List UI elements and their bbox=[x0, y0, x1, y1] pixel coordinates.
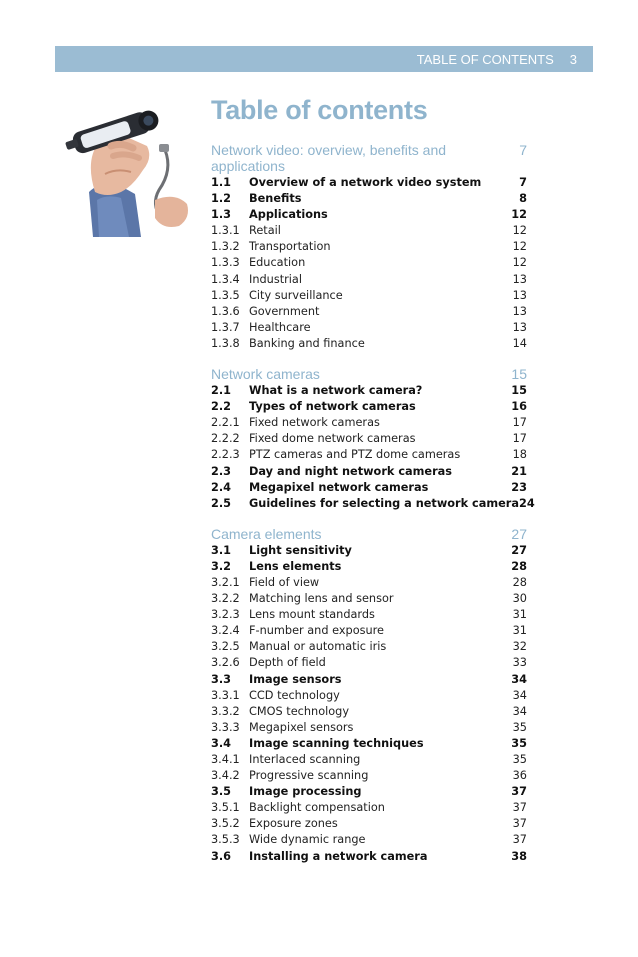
entry-page-number: 13 bbox=[512, 304, 527, 318]
entry-number: 2.2 bbox=[211, 400, 232, 414]
entry-label: Matching lens and sensor bbox=[249, 592, 394, 606]
entry-number: 1.3.8 bbox=[211, 336, 240, 350]
entry-label: Overview of a network video system bbox=[249, 176, 482, 189]
entry-page-number: 17 bbox=[512, 432, 527, 446]
page-title: Table of contents bbox=[211, 95, 428, 125]
entry-label: Healthcare bbox=[249, 320, 311, 334]
entry-page-number: 27 bbox=[511, 543, 527, 557]
entry-number: 2.1 bbox=[211, 384, 232, 398]
entry-label: Manual or automatic iris bbox=[249, 640, 387, 654]
entry-page-number: 28 bbox=[511, 559, 527, 573]
toc-entry[interactable] bbox=[211, 575, 527, 591]
camera-photo bbox=[55, 100, 193, 237]
entry-page-number: 37 bbox=[511, 785, 527, 799]
entry-label: Installing a network camera bbox=[249, 849, 428, 863]
entry-number: 1.3.5 bbox=[211, 288, 240, 302]
entry-page-number: 37 bbox=[512, 833, 527, 847]
entry-number: 3.3.1 bbox=[211, 688, 240, 702]
entry-page-number: 18 bbox=[512, 448, 527, 462]
toc-entry[interactable] bbox=[211, 543, 527, 559]
toc-entry[interactable] bbox=[211, 496, 535, 512]
entry-page-number: 12 bbox=[511, 208, 527, 222]
entry-page-number: 34 bbox=[511, 672, 527, 686]
entry-label: Banking and finance bbox=[249, 336, 365, 350]
entry-number: 3.3.3 bbox=[211, 720, 240, 734]
entry-number: 1.3.6 bbox=[211, 304, 240, 318]
entry-label: Lens mount standards bbox=[249, 608, 375, 622]
entry-page-number: 33 bbox=[512, 656, 527, 670]
toc-entry[interactable] bbox=[211, 191, 527, 207]
header-page-number: 3 bbox=[569, 51, 577, 67]
hand-holding-camera-illustration bbox=[55, 100, 193, 237]
entry-number: 3.5 bbox=[211, 785, 232, 799]
toc-entry[interactable] bbox=[211, 223, 527, 239]
toc-entry[interactable] bbox=[211, 304, 527, 320]
entry-page-number: 13 bbox=[512, 288, 527, 302]
toc-section bbox=[211, 526, 527, 865]
toc-entry[interactable] bbox=[211, 832, 527, 848]
toc-entry[interactable] bbox=[211, 447, 527, 463]
entry-number: 3.2.5 bbox=[211, 640, 240, 654]
entry-label: Education bbox=[249, 256, 306, 270]
entry-page-number: 12 bbox=[512, 224, 527, 238]
entry-number: 1.3 bbox=[211, 208, 232, 222]
entry-number: 3.2.1 bbox=[211, 575, 240, 589]
toc-entry[interactable] bbox=[211, 607, 527, 623]
entry-number: 1.3.2 bbox=[211, 240, 240, 254]
entry-page-number: 35 bbox=[512, 753, 527, 766]
entry-label: Depth of field bbox=[249, 656, 326, 670]
entry-number: 2.3 bbox=[211, 464, 232, 478]
toc-entry[interactable] bbox=[211, 239, 527, 255]
entry-page-number: 14 bbox=[512, 336, 527, 350]
toc-entry[interactable] bbox=[211, 320, 527, 336]
entry-page-number: 32 bbox=[512, 640, 527, 654]
entry-number: 1.2 bbox=[211, 192, 232, 206]
entry-number: 2.4 bbox=[211, 480, 232, 494]
entry-label: Progressive scanning bbox=[249, 769, 369, 783]
toc-entry[interactable] bbox=[211, 623, 527, 639]
entry-page-number: 36 bbox=[512, 769, 527, 783]
entry-page-number: 37 bbox=[512, 801, 527, 815]
entry-label: Government bbox=[249, 304, 320, 318]
entry-label: Image processing bbox=[249, 785, 362, 799]
toc-entry[interactable] bbox=[211, 672, 527, 688]
toc-entry[interactable] bbox=[211, 768, 527, 784]
toc-entry[interactable] bbox=[211, 207, 527, 223]
entry-label: PTZ cameras and PTZ dome cameras bbox=[249, 448, 461, 462]
entry-label: Transportation bbox=[249, 240, 331, 254]
entry-page-number: 13 bbox=[512, 272, 527, 286]
entry-label: Fixed dome network cameras bbox=[249, 432, 416, 446]
entry-number: 3.1 bbox=[211, 543, 232, 557]
entry-label: Day and night network cameras bbox=[249, 464, 453, 478]
entry-number: 1.3.7 bbox=[211, 320, 240, 334]
toc-entry[interactable] bbox=[211, 816, 527, 832]
toc-entry[interactable] bbox=[211, 655, 527, 671]
entry-number: 3.2.6 bbox=[211, 656, 240, 670]
toc-entry[interactable] bbox=[211, 464, 527, 480]
entry-page-number: 34 bbox=[512, 704, 527, 718]
entry-page-number: 15 bbox=[511, 384, 527, 398]
entry-label: Fixed network cameras bbox=[249, 416, 380, 430]
section-title-row[interactable] bbox=[211, 526, 527, 542]
entry-label: CMOS technology bbox=[249, 704, 350, 718]
entry-number: 3.4 bbox=[211, 736, 232, 750]
section-title: Camera elements bbox=[211, 525, 322, 542]
entry-page-number: 13 bbox=[512, 320, 527, 334]
entry-label: CCD technology bbox=[249, 688, 340, 702]
toc-entry[interactable] bbox=[211, 591, 527, 607]
toc-entry[interactable] bbox=[211, 736, 527, 752]
entry-label: Backlight compensation bbox=[249, 801, 385, 815]
section-title-row[interactable] bbox=[211, 366, 527, 382]
entry-page-number: 38 bbox=[511, 849, 527, 863]
toc-entry[interactable] bbox=[211, 800, 527, 816]
toc-entry[interactable] bbox=[211, 480, 527, 496]
section-title-row[interactable] bbox=[211, 142, 527, 174]
entry-page-number: 16 bbox=[511, 400, 527, 414]
entry-page-number: 30 bbox=[512, 592, 527, 606]
entry-number: 3.5.3 bbox=[211, 833, 240, 847]
entry-label: Wide dynamic range bbox=[249, 833, 366, 847]
entry-number: 2.5 bbox=[211, 496, 232, 510]
entry-label: Types of network cameras bbox=[249, 400, 416, 414]
entry-label: Image scanning techniques bbox=[249, 736, 424, 750]
entry-number: 3.5.2 bbox=[211, 817, 240, 831]
entry-number: 2.2.3 bbox=[211, 448, 240, 462]
toc-entry[interactable] bbox=[211, 415, 527, 431]
entry-page-number: 7 bbox=[519, 176, 527, 189]
header-title: TABLE OF CONTENTS bbox=[416, 51, 554, 67]
entry-number: 3.4.1 bbox=[211, 753, 240, 766]
entry-page-number: 35 bbox=[511, 736, 527, 750]
entry-label: F-number and exposure bbox=[249, 624, 385, 638]
entry-page-number: 24 bbox=[519, 496, 535, 510]
entry-label: Industrial bbox=[249, 272, 302, 286]
toc-entry[interactable] bbox=[211, 272, 527, 288]
toc-entry[interactable] bbox=[211, 431, 527, 447]
entry-page-number: 12 bbox=[512, 256, 527, 270]
toc-entry[interactable] bbox=[211, 288, 527, 304]
entry-number: 3.5.1 bbox=[211, 801, 240, 815]
entry-page-number: 21 bbox=[511, 464, 527, 478]
section-page-number: 7 bbox=[519, 142, 527, 158]
entry-label: What is a network camera? bbox=[249, 384, 423, 398]
entry-label: Light sensitivity bbox=[249, 543, 352, 557]
toc-sections bbox=[211, 142, 535, 865]
entry-number: 1.3.3 bbox=[211, 256, 240, 270]
entry-number: 3.2.4 bbox=[211, 624, 240, 638]
toc-entry[interactable] bbox=[211, 383, 527, 399]
entry-page-number: 37 bbox=[512, 817, 527, 831]
entry-label: Image sensors bbox=[249, 672, 342, 686]
section-page-number: 15 bbox=[511, 366, 527, 383]
entry-page-number: 23 bbox=[511, 480, 527, 494]
entry-page-number: 31 bbox=[512, 608, 527, 622]
toc-section bbox=[211, 142, 527, 352]
section-title: Network cameras bbox=[211, 366, 320, 383]
entry-number: 3.6 bbox=[211, 849, 232, 863]
toc-entry[interactable] bbox=[211, 255, 527, 271]
section-title: Network video: overview, benefits and applications bbox=[211, 142, 447, 174]
entry-label: City surveillance bbox=[249, 288, 343, 302]
entry-number: 2.2.1 bbox=[211, 416, 240, 430]
entry-number: 3.3 bbox=[211, 672, 232, 686]
toc-section bbox=[211, 366, 535, 512]
entry-label: Interlaced scanning bbox=[249, 753, 361, 766]
entry-page-number: 8 bbox=[519, 192, 527, 206]
entry-label: Lens elements bbox=[249, 559, 342, 573]
entry-label: Field of view bbox=[249, 575, 320, 589]
toc-entry[interactable] bbox=[211, 559, 527, 575]
toc-entry[interactable] bbox=[211, 336, 527, 352]
entry-page-number: 35 bbox=[512, 720, 527, 734]
toc-entry[interactable] bbox=[211, 752, 527, 768]
toc-entry[interactable] bbox=[211, 720, 527, 736]
entry-label: Megapixel network cameras bbox=[249, 480, 429, 494]
toc-entry[interactable] bbox=[211, 399, 527, 415]
entry-number: 3.3.2 bbox=[211, 704, 240, 718]
entry-number: 1.3.1 bbox=[211, 224, 240, 238]
entry-number: 1.3.4 bbox=[211, 272, 240, 286]
toc-entry[interactable] bbox=[211, 175, 527, 191]
entry-label: Retail bbox=[249, 224, 281, 238]
entry-label: Exposure zones bbox=[249, 817, 338, 831]
entry-page-number: 34 bbox=[512, 688, 527, 702]
entry-label: Applications bbox=[249, 208, 328, 222]
toc-entry[interactable] bbox=[211, 688, 527, 704]
toc-entry[interactable] bbox=[211, 639, 527, 655]
entry-page-number: 12 bbox=[512, 240, 527, 254]
toc-entry[interactable] bbox=[211, 849, 527, 865]
entry-label: Guidelines for selecting a network camera bbox=[249, 496, 519, 510]
entry-number: 3.2.2 bbox=[211, 592, 240, 606]
entry-page-number: 31 bbox=[512, 624, 527, 638]
entry-number: 3.4.2 bbox=[211, 769, 240, 783]
entry-label: Benefits bbox=[249, 192, 302, 206]
section-page-number: 27 bbox=[511, 525, 527, 542]
entry-label: Megapixel sensors bbox=[249, 720, 354, 734]
entry-page-number: 17 bbox=[512, 416, 527, 430]
toc-entry[interactable] bbox=[211, 704, 527, 720]
entry-number: 1.1 bbox=[211, 176, 232, 189]
page-header-bar bbox=[55, 46, 593, 72]
toc-content bbox=[211, 92, 535, 879]
entry-number: 3.2 bbox=[211, 559, 232, 573]
toc-entry[interactable] bbox=[211, 784, 527, 800]
entry-page-number: 28 bbox=[512, 575, 527, 589]
entry-number: 2.2.2 bbox=[211, 432, 240, 446]
entry-number: 3.2.3 bbox=[211, 608, 240, 622]
